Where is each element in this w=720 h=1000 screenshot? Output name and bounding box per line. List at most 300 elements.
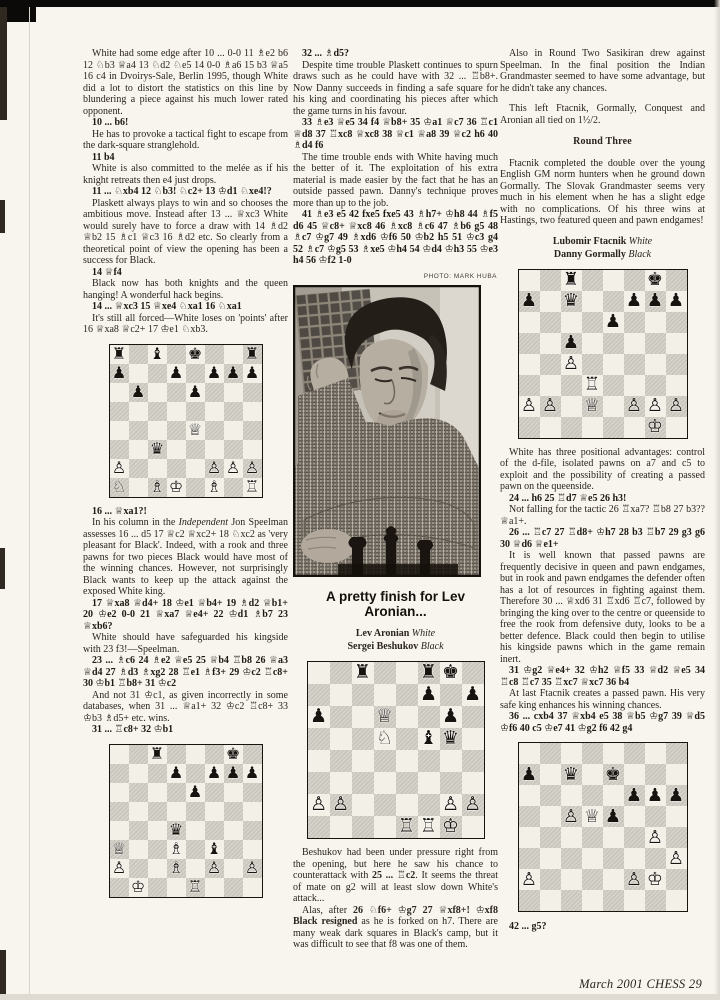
chess-square — [561, 848, 582, 869]
chess-square — [374, 794, 396, 816]
chess-square — [110, 440, 129, 459]
chess-square — [666, 333, 687, 354]
chess-piece: ♗ — [168, 839, 184, 859]
chess-square — [243, 364, 262, 383]
paragraph: Alas, after 26 ♘f6+ ♔g7 27 ♕xf8+! ♔xf8 Black resigned as he is forked on h7. There are many weak dark squares in Black's camp, but it was difficult to see that f8 was one of them. — [293, 904, 498, 950]
chess-square — [561, 869, 582, 890]
chess-square — [666, 890, 687, 911]
chess-square — [205, 783, 224, 802]
chess-square — [352, 706, 374, 728]
chess-square — [666, 785, 687, 806]
chess-piece: ♟ — [646, 784, 664, 806]
chess-square — [167, 878, 186, 897]
chess-square — [167, 840, 186, 859]
chess-piece: ♟ — [111, 363, 127, 383]
chess-square — [330, 794, 352, 816]
chess-square — [205, 745, 224, 764]
chess-piece: ♔ — [441, 815, 460, 838]
chess-square — [167, 478, 186, 497]
chess-square — [666, 869, 687, 890]
chess-square — [666, 743, 687, 764]
chess-square — [205, 764, 224, 783]
chess-piece: ♙ — [441, 793, 460, 816]
chess-square — [603, 764, 624, 785]
chess-square — [462, 794, 484, 816]
chess-square — [352, 750, 374, 772]
chess-square — [224, 764, 243, 783]
chess-square — [519, 291, 540, 312]
chess-piece: ♟ — [309, 705, 328, 728]
chess-square — [624, 396, 645, 417]
move-line: 36 ... cxb4 37 ♕xb4 e5 38 ♕b5 ♔g7 39 ♕d5 ♔f6 40 c5 ♔e7 41 ♔g2 f6 42 g4 — [500, 711, 705, 734]
chess-square — [603, 396, 624, 417]
chess-square — [167, 440, 186, 459]
chess-square — [308, 794, 330, 816]
chess-piece: ♙ — [463, 793, 482, 816]
chess-square — [462, 706, 484, 728]
column-3 — [500, 48, 705, 933]
player-byline — [500, 235, 705, 261]
chess-piece: ♛ — [168, 820, 184, 840]
chess-square — [603, 827, 624, 848]
chess-square — [374, 816, 396, 838]
column-2 — [293, 48, 498, 951]
chess-square — [352, 772, 374, 794]
chess-piece: ♙ — [646, 395, 664, 417]
chess-square — [440, 816, 462, 838]
chess-square — [374, 662, 396, 684]
chess-square — [374, 772, 396, 794]
chess-piece: ♜ — [562, 269, 580, 291]
chess-square — [462, 728, 484, 750]
chess-piece: ♙ — [111, 458, 127, 478]
chess-square — [330, 706, 352, 728]
chess-piece: ♙ — [667, 395, 685, 417]
chess-piece: ♙ — [206, 458, 222, 478]
chess-piece: ♛ — [441, 727, 460, 750]
chess-square — [224, 859, 243, 878]
chess-piece: ♙ — [520, 395, 538, 417]
chess-square — [110, 764, 129, 783]
chess-square — [561, 806, 582, 827]
chess-square — [540, 354, 561, 375]
move-line: 14 ... ♕xc3 15 ♕xe4 ♘xa1 16 ♘xa1 — [92, 301, 242, 312]
chess-square — [645, 890, 666, 911]
chess-square — [352, 662, 374, 684]
chess-square — [666, 270, 687, 291]
chess-square — [624, 333, 645, 354]
chess-square — [645, 785, 666, 806]
chess-square — [330, 816, 352, 838]
move-line: 23 ... ♗c6 24 ♗e2 ♕e5 25 ♕b4 ♖b8 26 ♕a3 ♕d4 27 ♗d3 ♗xg2 28 ♖e1 ♗f3+ 29 ♔c2 ♖c8+ 30 ♔b1 ♖b8+ 31 ♔c2 — [83, 655, 288, 689]
chess-square — [603, 291, 624, 312]
chess-piece: ♟ — [667, 784, 685, 806]
chess-square — [624, 890, 645, 911]
chess-piece: ♙ — [625, 395, 643, 417]
chess-square — [561, 890, 582, 911]
chess-square — [167, 783, 186, 802]
chess-square — [540, 417, 561, 438]
chess-square — [148, 402, 167, 421]
chess-square — [519, 764, 540, 785]
chess-square — [418, 706, 440, 728]
chess-square — [186, 383, 205, 402]
chess-square — [582, 848, 603, 869]
move-line: 26 ... ♖c7 27 ♖d8+ ♔h7 28 b3 ♖b7 29 g3 g6 30 ♕d6 ♕e1+ — [500, 527, 705, 550]
chess-square — [129, 859, 148, 878]
chess-piece: ♖ — [244, 477, 260, 497]
chess-square — [624, 785, 645, 806]
move-line: 10 ... b6! — [92, 117, 129, 128]
chess-piece: ♗ — [206, 477, 222, 497]
chess-piece: ♟ — [646, 290, 664, 312]
chess-square — [540, 312, 561, 333]
chess-square — [418, 772, 440, 794]
chess-square — [645, 827, 666, 848]
chess-piece: ♜ — [353, 661, 372, 684]
chess-piece: ♙ — [309, 793, 328, 816]
chess-square — [396, 684, 418, 706]
chess-square — [582, 354, 603, 375]
chess-piece: ♙ — [520, 868, 538, 890]
chess-square — [540, 396, 561, 417]
chess-square — [645, 806, 666, 827]
chess-square — [243, 440, 262, 459]
chess-square — [645, 291, 666, 312]
paragraph: And not 31 ♔c1, as given incorrectly in some databases, when 31 ... ♕a1+ 32 ♔c2 ♖c8+ 33 ♔b3 ♗d5+ etc. wins. — [83, 689, 288, 724]
chess-piece: ♖ — [397, 815, 416, 838]
paragraph: Black now has both knights and the queen hanging! A wonderful hack begins. — [83, 278, 288, 301]
chess-square — [205, 383, 224, 402]
chess-square — [129, 383, 148, 402]
chess-square — [243, 745, 262, 764]
chess-square — [110, 478, 129, 497]
chess-square — [624, 417, 645, 438]
chess-diagram-ftacnik1 — [518, 269, 688, 439]
chess-square — [666, 827, 687, 848]
move-line: 41 ♗e3 e5 42 fxe5 fxe5 43 ♗h7+ ♔h8 44 ♗f5 d6 45 ♕c8+ ♕xc8 46 ♗xc8 ♗c6 47 ♗b6 g5 48 ♗c7 ♔g7 49 ♗xd6 ♔f6 50 ♔b2 h5 51 ♔c3 g4 52 ♗c7 ♔g5 53 ♗xe5 ♔h4 54 ♔d4 ♔h3 55 ♔e3 h4 56 ♔f2 1-0 — [293, 209, 498, 266]
chess-square — [519, 806, 540, 827]
chess-square — [561, 375, 582, 396]
chess-square — [582, 785, 603, 806]
chess-square — [330, 750, 352, 772]
chess-piece: ♘ — [375, 727, 394, 750]
chess-square — [205, 478, 224, 497]
chess-square — [519, 354, 540, 375]
chess-square — [561, 354, 582, 375]
chess-piece: ♟ — [667, 290, 685, 312]
chess-piece: ♙ — [541, 395, 559, 417]
chess-square — [462, 816, 484, 838]
player-name: Lubomir Ftacnik — [552, 235, 627, 247]
chess-square — [308, 750, 330, 772]
chess-piece: ♝ — [149, 344, 165, 364]
chess-square — [243, 459, 262, 478]
chess-square — [603, 743, 624, 764]
chess-square — [519, 890, 540, 911]
chess-piece: ♙ — [206, 858, 222, 878]
chess-square — [205, 459, 224, 478]
chess-square — [519, 375, 540, 396]
paragraph: It is well known that passed pawns are frequently decisive in queen and pawn endgames, but in rook and pawn endgames the defender often has a lot of resources in fighting against them. Therefore 30 ... ♕xd6 31 ♖xd6 ♖c7, followed by bringing the king over to the centre or queenside to free the rook from defensive duty, looks to be a better defence. Black could then begin to utilise his kingside pawns which in the game remain inert. — [500, 550, 705, 665]
chess-piece: ♟ — [441, 705, 460, 728]
chess-square — [148, 421, 167, 440]
chess-square — [519, 270, 540, 291]
chess-square — [396, 750, 418, 772]
chess-square — [418, 684, 440, 706]
move-line: 14 ♕f4 — [92, 266, 122, 278]
paragraph: Despite time trouble Plaskett continues to spurn draws such as he could have with 32 ... ♖b8+. Now Danny succeeds in finding a safe square for his king and coordinating his pieces after which the game turns in his favour. — [293, 59, 498, 117]
chess-square — [148, 345, 167, 364]
chess-piece: ♕ — [583, 395, 601, 417]
chess-square — [645, 354, 666, 375]
chess-square — [540, 291, 561, 312]
chess-square — [418, 816, 440, 838]
chess-square — [110, 783, 129, 802]
chess-square — [440, 794, 462, 816]
chess-square — [519, 827, 540, 848]
chess-piece: ♟ — [604, 805, 622, 827]
chess-piece: ♔ — [646, 868, 664, 890]
scan-edge-mark — [0, 548, 5, 589]
chess-square — [603, 890, 624, 911]
chess-square — [243, 764, 262, 783]
scan-edge-mark — [0, 200, 5, 233]
chess-piece: ♛ — [562, 763, 580, 785]
chess-square — [603, 417, 624, 438]
chess-piece: ♟ — [187, 782, 203, 802]
chess-square — [186, 840, 205, 859]
chess-square — [224, 421, 243, 440]
chess-piece: ♛ — [149, 439, 165, 459]
chess-piece: ♟ — [520, 290, 538, 312]
chess-square — [603, 785, 624, 806]
chess-square — [186, 878, 205, 897]
chess-square — [561, 270, 582, 291]
chess-square — [624, 743, 645, 764]
scan-edge-mark — [0, 7, 7, 120]
paragraph: Plaskett always plays to win and so chooses the ambitious move. Instead after 13 ... ♕xc3 White would surely have to force a draw with 14 ♗d2 ♕b2 15 ♗c1 ♕c3 16 ♗d2 etc. So clearly from a theoretical point of view the opening has been a success for Black. — [83, 197, 288, 266]
chess-square — [374, 706, 396, 728]
chess-square — [603, 354, 624, 375]
chess-piece: ♙ — [111, 858, 127, 878]
chess-square — [540, 270, 561, 291]
page-footer: March 2001 CHESS 29 — [579, 977, 702, 991]
section-heading: A pretty finish for Lev Aronian... — [325, 589, 465, 619]
chess-square — [224, 364, 243, 383]
chess-square — [129, 783, 148, 802]
chess-square — [519, 312, 540, 333]
chess-square — [440, 662, 462, 684]
chess-square — [352, 794, 374, 816]
chess-piece: ♟ — [225, 763, 241, 783]
chess-diagram-plaskett1 — [109, 344, 263, 498]
chess-piece: ♔ — [130, 877, 146, 897]
chess-square — [224, 459, 243, 478]
chess-square — [396, 706, 418, 728]
chess-square — [462, 750, 484, 772]
chess-square — [224, 745, 243, 764]
chess-square — [224, 783, 243, 802]
chess-square — [666, 291, 687, 312]
chess-square — [603, 270, 624, 291]
chess-square — [243, 783, 262, 802]
paragraph: Beshukov had been under pressure right from the opening, but here he saw his chance to counterattack with 25 ... ♖c2. It seems the threat of mate on g2 will at least slow down White's attack... — [293, 847, 499, 904]
chess-square — [186, 345, 205, 364]
chess-square — [396, 794, 418, 816]
chess-square — [645, 333, 666, 354]
chess-square — [224, 821, 243, 840]
chess-square — [645, 270, 666, 291]
move-line: 16 ... ♕xa1?! — [92, 505, 147, 517]
chess-square — [603, 848, 624, 869]
chess-square — [440, 772, 462, 794]
chess-square — [540, 827, 561, 848]
chess-square — [582, 270, 603, 291]
chess-square — [561, 396, 582, 417]
chess-square — [224, 345, 243, 364]
chess-square — [167, 821, 186, 840]
chess-square — [243, 421, 262, 440]
chess-square — [645, 417, 666, 438]
chess-square — [110, 345, 129, 364]
chess-square — [129, 821, 148, 840]
chess-square — [582, 396, 603, 417]
scan-edge-mark — [0, 950, 6, 1000]
chess-square — [148, 840, 167, 859]
chess-diagram-ftacnik2 — [518, 742, 688, 912]
paragraph: White has three positional advantages: control of the d-file, isolated pawns on a7 and c5 to exploit and the possibility of creating a passed pawn on the queenside. — [500, 446, 705, 492]
chess-square — [110, 364, 129, 383]
chess-square — [167, 764, 186, 783]
chess-square — [418, 794, 440, 816]
chess-piece: ♘ — [111, 477, 127, 497]
chess-square — [540, 375, 561, 396]
move-line: 33 ♗e3 ♕e5 34 f4 ♕b8+ 35 ♔a1 ♕c7 36 ♖c1 ♕d8 37 ♖xc8 ♕xc8 38 ♕c1 ♕a8 39 ♕c2 h6 40 ♗d4 f6 — [293, 117, 498, 151]
chess-square — [519, 785, 540, 806]
chess-square — [110, 878, 129, 897]
chess-square — [582, 827, 603, 848]
chess-square — [540, 806, 561, 827]
chess-piece: ♝ — [419, 727, 438, 750]
chess-square — [167, 383, 186, 402]
move-line: 24 ... h6 25 ♖d7 ♕e5 26 h3! — [509, 492, 627, 504]
chess-square — [624, 291, 645, 312]
chess-piece: ♕ — [187, 420, 203, 440]
scan-right-shade — [714, 0, 720, 1000]
chess-piece: ♙ — [562, 353, 580, 375]
chess-square — [374, 750, 396, 772]
chess-square — [519, 417, 540, 438]
chess-square — [110, 383, 129, 402]
chess-square — [645, 375, 666, 396]
chess-piece: ♝ — [206, 839, 222, 859]
chess-square — [645, 764, 666, 785]
chess-square — [186, 745, 205, 764]
chess-square — [519, 396, 540, 417]
scan-bottom-shade — [0, 994, 720, 1000]
section-heading: Round Three — [573, 136, 632, 147]
chess-square — [624, 375, 645, 396]
chess-square — [440, 684, 462, 706]
chess-piece: ♟ — [244, 363, 260, 383]
chess-piece: ♚ — [225, 744, 241, 764]
chess-square — [308, 706, 330, 728]
chess-square — [352, 816, 374, 838]
chess-square — [148, 364, 167, 383]
player-name: Sergei Beshukov — [347, 641, 419, 652]
chess-square — [110, 459, 129, 478]
scan-top-edge — [0, 0, 720, 7]
chess-piece: ♟ — [206, 363, 222, 383]
chess-square — [374, 684, 396, 706]
paragraph: The time trouble ends with White having much the better of it. The exploitation of his extra material is made easier by the fact that he has an outside passed pawn. Danny's technique proves more than up to the job. — [293, 151, 498, 209]
chess-square — [561, 417, 582, 438]
chess-square — [129, 745, 148, 764]
chess-square — [540, 785, 561, 806]
chess-square — [148, 764, 167, 783]
chess-square — [167, 345, 186, 364]
chess-square — [205, 364, 224, 383]
player-color: Black — [420, 641, 444, 652]
player-name: Danny Gormally — [553, 248, 626, 260]
chess-square — [148, 745, 167, 764]
paragraph: White had some edge after 10 ... 0-0 11 ♗e2 b6 12 ♘b3 ♕a4 13 ♘d2 ♘e5 14 0-0 ♗a6 15 b3 ♕a5 16 c4 in Dvoirys-Sale, Berlin 1995, though White did a lot to distort the statistics on this line by blundering a piece against his much lower rated opponent. — [83, 48, 288, 117]
chess-piece: ♟ — [520, 763, 538, 785]
chess-square — [186, 821, 205, 840]
chess-square — [129, 840, 148, 859]
chess-square — [205, 345, 224, 364]
chess-square — [148, 783, 167, 802]
chess-square — [110, 421, 129, 440]
chess-square — [110, 859, 129, 878]
player-color: White — [411, 628, 436, 639]
chess-piece: ♚ — [604, 763, 622, 785]
chess-square — [243, 402, 262, 421]
photo-credit: PHOTO: MARK HUBA — [423, 272, 497, 280]
chess-piece: ♗ — [168, 858, 184, 878]
chess-square — [224, 383, 243, 402]
chess-square — [308, 662, 330, 684]
player-name: Lev Aronian — [355, 628, 410, 639]
move-line: 42 ... g5? — [509, 921, 547, 932]
chess-square — [582, 312, 603, 333]
chess-square — [148, 383, 167, 402]
chess-square — [243, 345, 262, 364]
chess-piece: ♚ — [187, 344, 203, 364]
chess-piece: ♙ — [625, 868, 643, 890]
chess-square — [603, 806, 624, 827]
chess-square — [186, 402, 205, 421]
chess-square — [224, 440, 243, 459]
chess-square — [666, 417, 687, 438]
chess-piece: ♟ — [244, 763, 260, 783]
chess-square — [582, 890, 603, 911]
chess-piece: ♟ — [187, 382, 203, 402]
player-color: Black — [628, 248, 652, 260]
chess-piece: ♙ — [225, 458, 241, 478]
chess-square — [129, 364, 148, 383]
chess-square — [186, 459, 205, 478]
page-fold-shadow — [29, 7, 30, 1000]
paragraph: This left Ftacnik, Gormally, Conquest and Aronian all tied on 1½/2. — [500, 103, 705, 126]
move-line: 31 ♔g2 ♕e4+ 32 ♔h2 ♕f5 33 ♕d2 ♕e5 34 ♖c8 ♖c7 35 ♖xc7 ♕xc7 36 b4 — [500, 665, 705, 688]
chess-square — [540, 890, 561, 911]
chess-square — [148, 802, 167, 821]
chess-square — [440, 750, 462, 772]
chess-square — [519, 333, 540, 354]
chess-square — [224, 840, 243, 859]
